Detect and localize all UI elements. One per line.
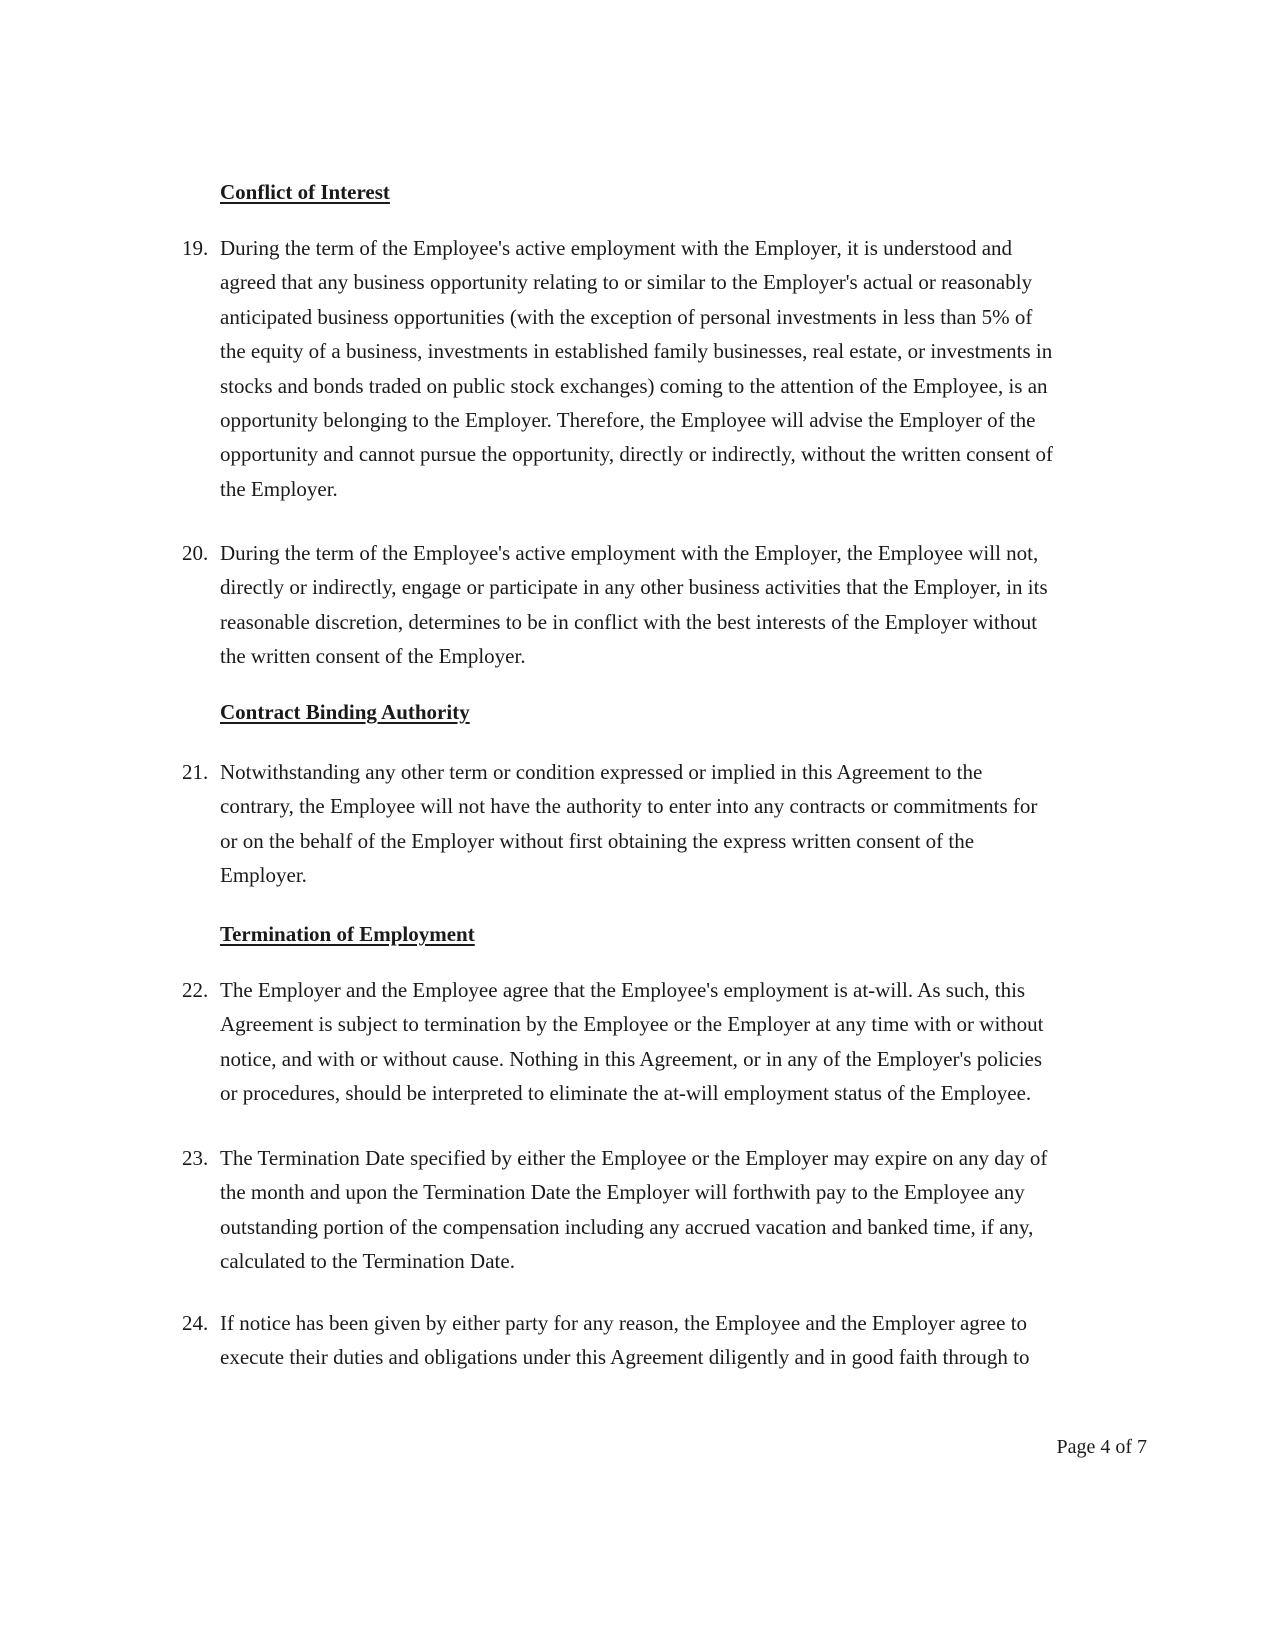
clause-line: During the term of the Employee's active employment with the Employer, the Employee will not,: [220, 541, 1039, 565]
clause-21: [182, 755, 1142, 893]
clause-line: the month and upon the Termination Date the Employer will forthwith pay to the Employee any: [220, 1180, 1025, 1205]
clause-number: 24.: [182, 1311, 209, 1335]
clause-line: calculated to the Termination Date.: [220, 1249, 515, 1274]
clause-line: If notice has been given by either party for any reason, the Employee and the Employer agree to: [220, 1311, 1028, 1335]
clause-line: outstanding portion of the compensation including any accrued vacation and banked time, if any,: [220, 1214, 1034, 1239]
clause-line: directly or indirectly, engage or participate in any other business activities that the Employer, in its: [220, 575, 1048, 600]
clause-line: The Employer and the Employee agree that the Employee's employment is at-will. As such, this: [220, 978, 1026, 1002]
clause-line: The Termination Date specified by either the Employee or the Employer may expire on any day of: [220, 1146, 1048, 1170]
clause-line: notice, and with or without cause. Nothing in this Agreement, or in any of the Employer's policies: [220, 1046, 1043, 1071]
clause-line: the written consent of the Employer.: [220, 644, 526, 669]
clause-line: stocks and bonds traded on public stock exchanges) coming to the attention of the Employee, is an: [220, 373, 1048, 398]
clause-line: agreed that any business opportunity relating to or similar to the Employer's actual or reasonably: [220, 270, 1033, 295]
clause-line: reasonable discretion, determines to be in conflict with the best interests of the Employer without: [220, 609, 1038, 634]
clause-line: Notwithstanding any other term or condition expressed or implied in this Agreement to the: [220, 760, 983, 784]
clause-24: [182, 1306, 1142, 1375]
clause-number: 19.: [182, 236, 209, 260]
section-heading-contract-binding-authority: Contract Binding Authority: [220, 700, 470, 724]
section-heading-conflict-of-interest: Conflict of Interest: [220, 180, 390, 204]
clause-line: opportunity and cannot pursue the opportunity, directly or indirectly, without the written consent of: [220, 442, 1054, 467]
clause-number: 23.: [182, 1146, 209, 1170]
clause-line: contrary, the Employee will not have the authority to enter into any contracts or commitments for: [220, 794, 1038, 819]
clause-20: [182, 536, 1142, 674]
clause-22: [182, 973, 1142, 1111]
section-heading-termination-of-employment: Termination of Employment: [220, 922, 475, 946]
clause-23: [182, 1141, 1142, 1279]
clause-line: or on the behalf of the Employer without first obtaining the express written consent of the: [220, 828, 975, 853]
clause-line: execute their duties and obligations under this Agreement diligently and in good faith through to: [220, 1345, 1030, 1370]
clause-19: [182, 231, 1142, 506]
clause-line: During the term of the Employee's active employment with the Employer, it is understood and: [220, 236, 1013, 260]
clause-line: Agreement is subject to termination by the Employee or the Employer at any time with or without: [220, 1012, 1044, 1037]
clause-line: the equity of a business, investments in established family businesses, real estate, or investments in: [220, 339, 1053, 364]
clause-line: Employer.: [220, 863, 307, 888]
clause-number: 22.: [182, 978, 209, 1002]
clause-number: 20.: [182, 541, 209, 565]
clause-number: 21.: [182, 760, 209, 784]
page-number: Page 4 of 7: [1056, 1436, 1147, 1458]
clause-line: opportunity belonging to the Employer. Therefore, the Employee will advise the Employer of the: [220, 408, 1036, 433]
clause-line: anticipated business opportunities (with the exception of personal investments in less than 5% of: [220, 304, 1033, 329]
clause-line: the Employer.: [220, 476, 338, 501]
clause-line: or procedures, should be interpreted to eliminate the at-will employment status of the Employee.: [220, 1081, 1032, 1106]
